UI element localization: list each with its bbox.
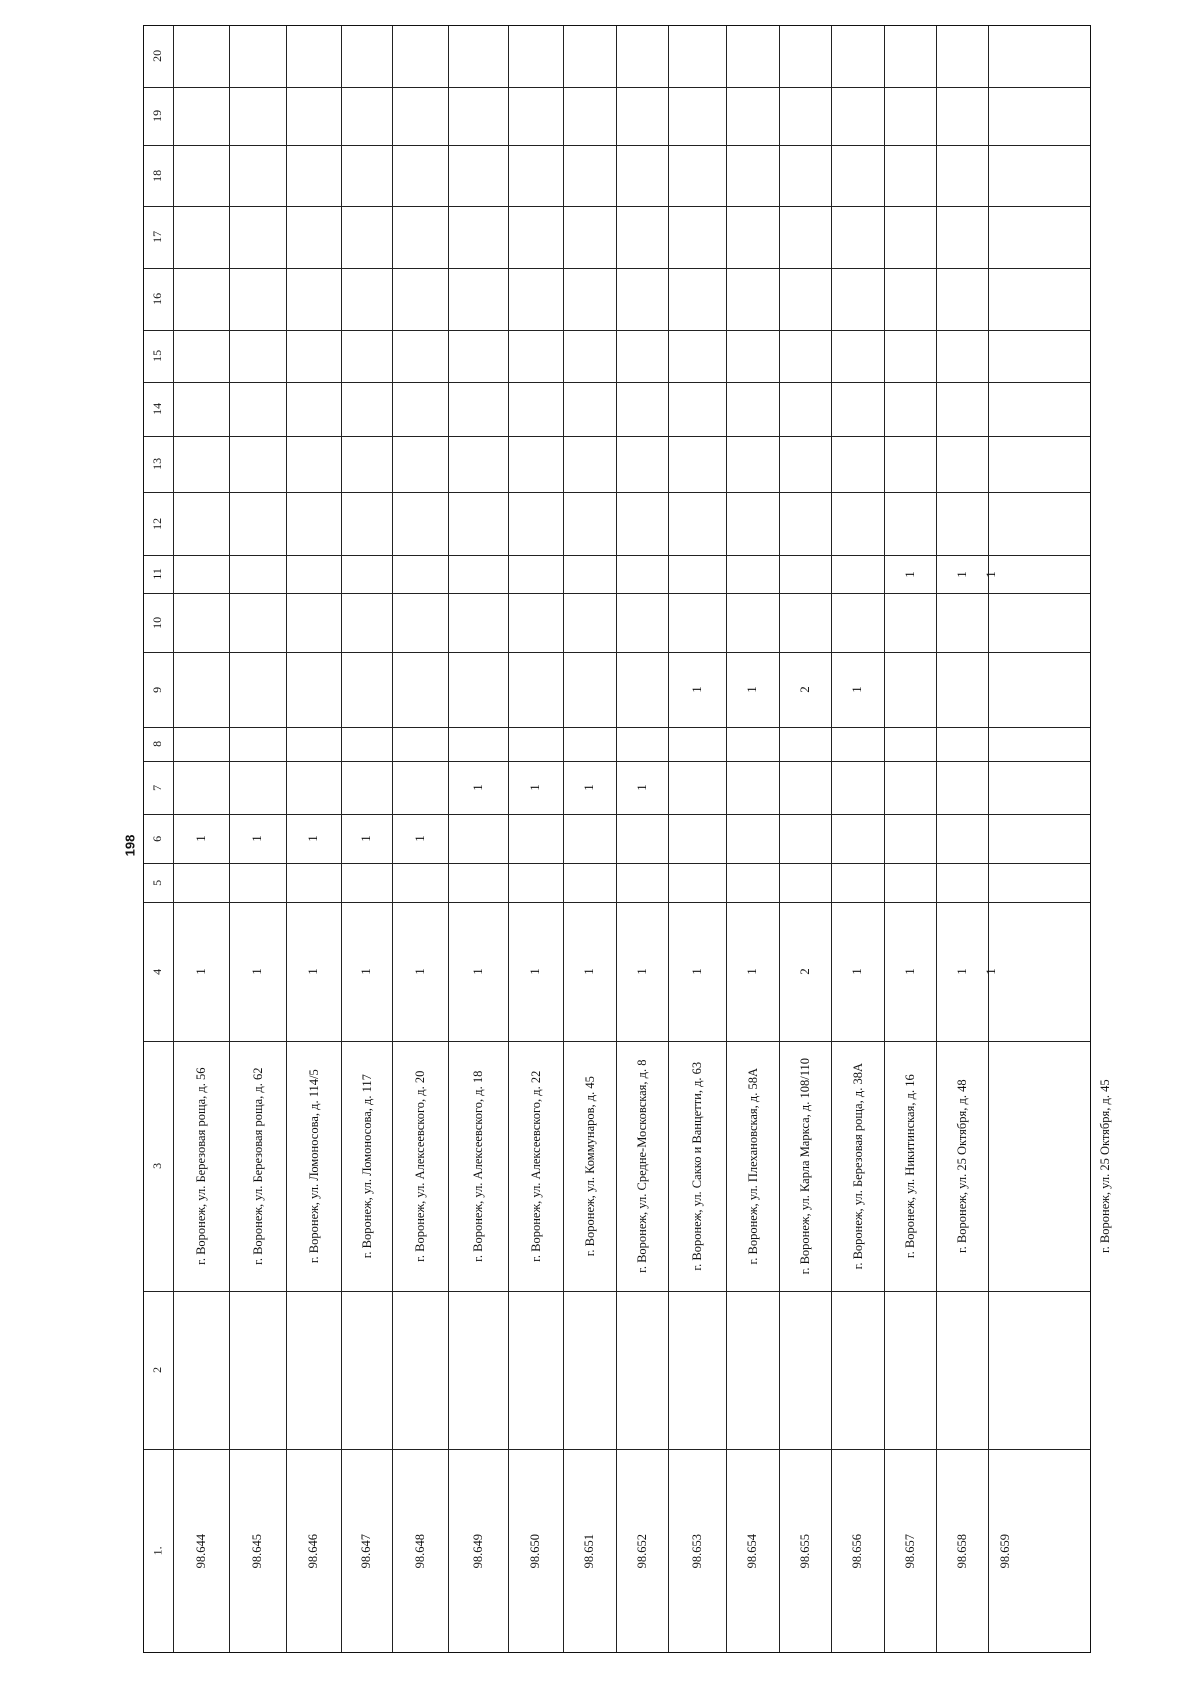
row-c4-value-cell [508,902,563,1041]
row-address: г. Воронеж, ул. Березовая роща, д. 38А [850,1062,865,1270]
header-col-8: 8 [150,740,165,747]
row-c4-value: 1 [633,968,649,975]
row-c4-value-cell [668,902,726,1041]
header-col-11: 11 [150,568,165,580]
header-col-1: 1. [150,1546,165,1556]
row-c4-value-cell [229,902,286,1041]
column-divider [988,25,989,1653]
header-col-9-cell [143,652,173,727]
row-c4-value-cell [726,902,779,1041]
header-col-17-cell [143,206,173,268]
row-address-cell [448,1041,508,1291]
row-address-cell [392,1041,448,1291]
header-col-14: 14 [150,402,165,415]
row-number-cell [229,1449,286,1653]
row-divider [143,330,1091,331]
row-number: 98.650 [528,1533,543,1569]
row-c4-value: 1 [305,968,321,975]
header-col-13-cell [143,436,173,492]
row-c4-value-cell [448,902,508,1041]
header-col-10: 10 [150,616,165,629]
row-c4-value-cell [831,902,884,1041]
header-col-3-cell [143,1041,173,1291]
header-col-3: 3 [150,1162,165,1169]
row-address: г. Воронеж, ул. Березовая роща, д. 56 [193,1067,208,1265]
row-c11-value: 1 [901,570,917,578]
row-c6-value-cell [341,814,392,863]
row-c4-value: 1 [982,968,998,975]
row-c11-value: 1 [953,570,969,578]
row-c6-value-cell [229,814,286,863]
header-col-16: 16 [150,292,165,305]
row-c9-value: 1 [688,686,704,693]
row-number: 98.654 [745,1533,760,1569]
row-number-cell [286,1449,341,1653]
row-address: г. Воронеж, ул. Ломоносова, д. 114/5 [306,1069,321,1263]
row-c9-value: 1 [744,686,760,693]
header-col-12: 12 [150,517,165,530]
row-divider [143,268,1091,269]
header-col-4-cell [143,902,173,1041]
row-number: 98.658 [954,1533,969,1569]
row-c7-value-cell [448,761,508,814]
column-divider [831,25,832,1653]
row-c4-value: 1 [581,968,597,975]
row-divider [143,87,1091,88]
row-c4-value-cell [173,902,229,1041]
row-c11-value-cell [884,555,936,593]
row-c4-value: 1 [527,968,543,975]
row-divider [143,593,1091,594]
header-col-1-cell [143,1449,173,1653]
row-divider [143,863,1091,864]
row-c4-value-cell [779,902,831,1041]
row-address-cell [668,1041,726,1291]
header-col-18: 18 [150,169,165,182]
header-col-5-cell [143,863,173,902]
row-divider [143,492,1091,493]
row-c4-value: 2 [796,968,812,975]
row-number: 98.644 [193,1533,208,1569]
row-c4-value: 1 [901,968,917,975]
column-divider [616,25,617,1653]
row-c7-value-cell [616,761,668,814]
row-number-cell [988,1449,1022,1653]
row-address: г. Воронеж, ул. Коммунаров, д. 45 [582,1075,597,1257]
row-c4-value-cell [341,902,392,1041]
row-address: г. Воронеж, ул. 25 Октября, д. 45 [1097,1079,1112,1253]
row-c9-value: 1 [849,686,865,693]
row-c9-value: 2 [796,686,812,693]
header-col-15-cell [143,330,173,382]
row-number: 98.648 [412,1533,427,1569]
row-number-cell [341,1449,392,1653]
row-number-cell [448,1449,508,1653]
row-address-cell [341,1041,392,1291]
header-col-19-cell [143,87,173,145]
row-number-cell [726,1449,779,1653]
header-col-2-cell [143,1291,173,1449]
header-col-11-cell [143,555,173,593]
row-c9-value-cell [779,652,831,727]
header-col-14-cell [143,382,173,436]
row-address-cell [173,1041,229,1291]
header-col-6-cell [143,814,173,863]
header-col-4: 4 [150,968,165,975]
row-address-cell [508,1041,563,1291]
column-divider [779,25,780,1653]
header-col-16-cell [143,268,173,330]
row-divider [143,652,1091,653]
header-col-6: 6 [150,835,165,842]
row-divider [143,382,1091,383]
row-c6-value-cell [286,814,341,863]
row-address: г. Воронеж, ул. Средне-Московская, д. 8 [634,1059,649,1273]
row-number: 98.651 [582,1533,597,1569]
row-c6-value: 1 [358,835,374,842]
row-number: 98.656 [850,1533,865,1569]
row-divider [143,1291,1091,1292]
column-divider [936,25,937,1653]
row-number: 98.653 [689,1533,704,1569]
header-col-18-cell [143,145,173,206]
row-number-cell [779,1449,831,1653]
row-divider [143,145,1091,146]
row-address-cell [563,1041,616,1291]
row-address: г. Воронеж, ул. Плехановская, д. 58А [745,1067,760,1265]
row-divider [143,436,1091,437]
header-col-15: 15 [150,349,165,362]
row-number-cell [616,1449,668,1653]
row-c11-value-cell [982,555,998,593]
row-address-cell [726,1041,779,1291]
row-c4-value-cell [392,902,448,1041]
header-col-20: 20 [150,49,165,62]
header-col-8-cell [143,727,173,761]
row-c6-value-cell [173,814,229,863]
row-number-cell [508,1449,563,1653]
row-c4-value-cell [286,902,341,1041]
row-number: 98.655 [797,1533,812,1569]
row-number: 98.652 [634,1533,649,1569]
header-col-17: 17 [150,230,165,243]
row-address-cell [286,1041,341,1291]
header-col-7-cell [143,761,173,814]
row-c9-value-cell [726,652,779,727]
row-address-cell [779,1041,831,1291]
column-divider [884,25,885,1653]
row-address-cell [884,1041,936,1291]
row-c11-value-cell [936,555,988,593]
row-c6-value-cell [392,814,448,863]
row-address: г. Воронеж, ул. Сакко и Ванцетти, д. 63 [689,1061,704,1271]
row-number: 98.646 [306,1533,321,1569]
row-c7-value-cell [508,761,563,814]
row-divider [143,727,1091,728]
row-address: г. Воронеж, ул. Никитинская, д. 16 [902,1074,917,1258]
row-c7-value: 1 [581,784,597,791]
header-col-12-cell [143,492,173,555]
page-number: 198 [122,834,138,857]
row-c4-value: 1 [744,968,760,975]
header-col-5: 5 [150,879,165,886]
row-c6-value: 1 [249,835,265,842]
row-c6-value: 1 [192,835,208,842]
row-number: 98.659 [998,1533,1012,1569]
row-address: г. Воронеж, ул. Карла Маркса, д. 108/110 [797,1057,812,1275]
row-number-cell [563,1449,616,1653]
row-c4-value: 1 [469,968,485,975]
header-col-2: 2 [150,1366,165,1373]
row-c4-value-cell [884,902,936,1041]
row-address-cell [229,1041,286,1291]
header-col-19: 19 [150,109,165,122]
row-address: г. Воронеж, ул. Алексеевского, д. 22 [528,1070,543,1262]
row-number-cell [173,1449,229,1653]
row-address: г. Воронеж, ул. 25 Октября, д. 48 [954,1079,969,1253]
column-divider [668,25,669,1653]
row-c4-value: 1 [953,968,969,975]
header-col-13: 13 [150,457,165,470]
header-col-10-cell [143,593,173,652]
row-c6-value: 1 [305,835,321,842]
row-c11-value: 1 [982,570,998,578]
row-number-cell [936,1449,988,1653]
row-c4-value: 1 [411,968,427,975]
header-col-9: 9 [150,686,165,693]
column-divider [508,25,509,1653]
row-c7-value: 1 [469,784,485,791]
row-c9-value-cell [668,652,726,727]
column-divider [448,25,449,1653]
row-address-cell [988,1041,1200,1291]
row-address: г. Воронеж, ул. Алексеевского, д. 18 [470,1070,485,1262]
row-c4-value-cell [982,902,998,1041]
row-address-cell [831,1041,884,1291]
row-c4-value: 1 [192,968,208,975]
row-number: 98.657 [902,1533,917,1569]
row-divider [143,206,1091,207]
row-number-cell [884,1449,936,1653]
row-c4-value-cell [563,902,616,1041]
row-number-cell [668,1449,726,1653]
row-c7-value: 1 [527,784,543,791]
row-c7-value-cell [563,761,616,814]
row-number: 98.645 [250,1533,265,1569]
row-c9-value-cell [831,652,884,727]
row-address: г. Воронеж, ул. Березовая роща, д. 62 [250,1067,265,1265]
row-number: 98.649 [470,1533,485,1569]
data-table [143,25,1112,1653]
row-c4-value: 1 [249,968,265,975]
row-c4-value: 1 [688,968,704,975]
header-col-20-cell [143,25,173,87]
row-c4-value-cell [616,902,668,1041]
row-address: г. Воронеж, ул. Ломоносова, д. 117 [359,1073,374,1259]
row-number-cell [392,1449,448,1653]
row-c4-value: 1 [358,968,374,975]
row-c4-value: 1 [849,968,865,975]
row-c6-value: 1 [411,835,427,842]
header-col-7: 7 [150,784,165,791]
row-number: 98.647 [359,1533,374,1569]
row-address-cell [936,1041,988,1291]
row-number-cell [831,1449,884,1653]
column-divider [563,25,564,1653]
column-divider [726,25,727,1653]
row-address: г. Воронеж, ул. Алексеевского, д. 20 [412,1070,427,1262]
row-c7-value: 1 [633,784,649,791]
row-c4-value-cell [936,902,988,1041]
row-address-cell [616,1041,668,1291]
